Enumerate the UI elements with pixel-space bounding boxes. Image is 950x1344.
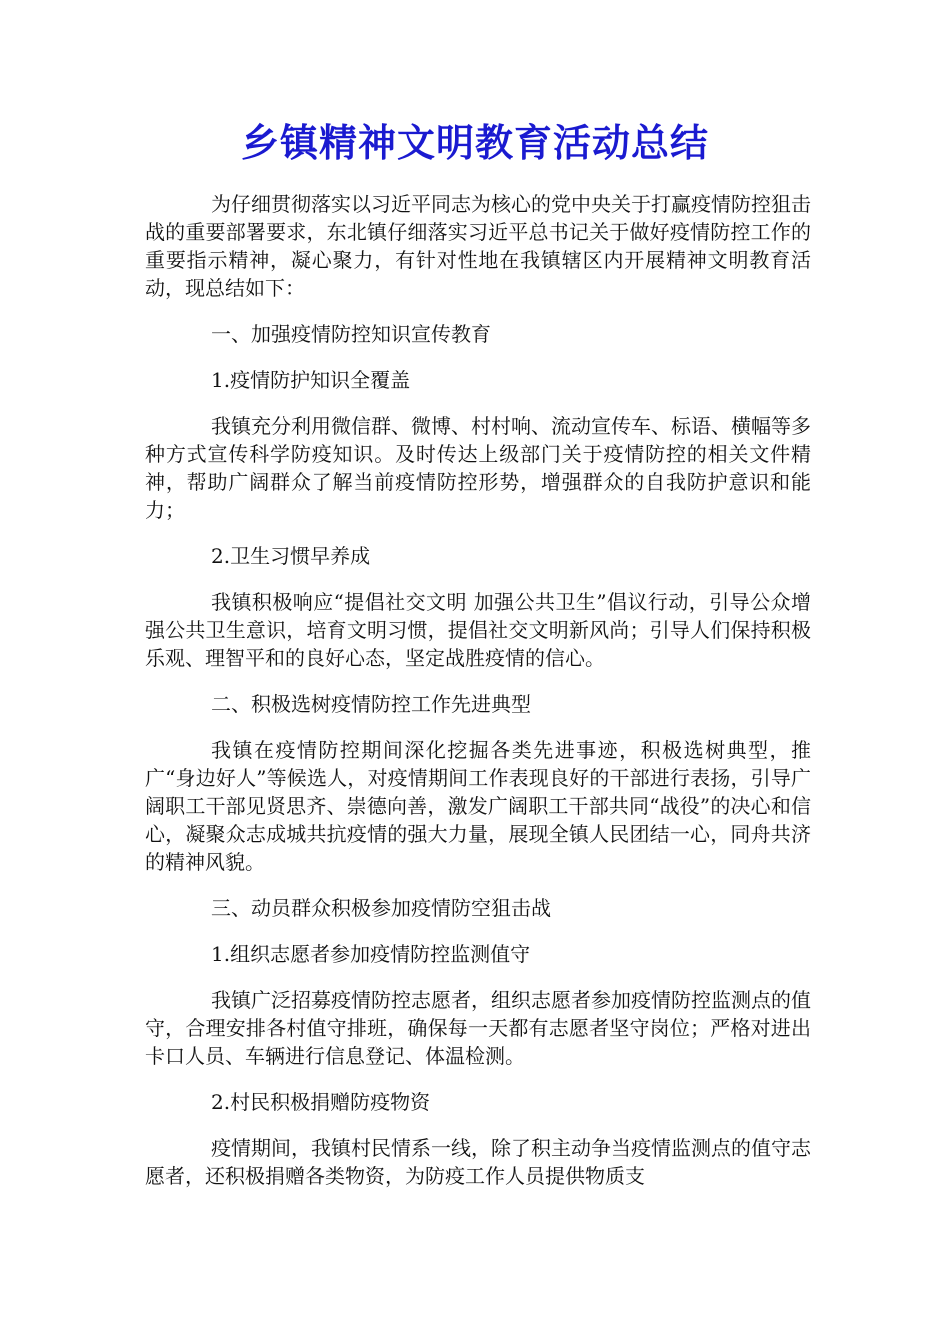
- subsection-heading-1-2: 2.卫生习惯早养成: [211, 544, 371, 568]
- paragraph-1-2: 我镇积极响应“提倡社交文明 加强公共卫生”倡议行动，引导公众增强公共卫生意识，培育文明习惯，提倡社交文明新风尚；引导人们保持积极乐观、理智平和的良好心态，坚定战胜疫情的信心。: [145, 590, 811, 670]
- section-heading-1: 一、加强疫情防控知识宣传教育: [211, 322, 491, 346]
- subsection-heading-3-1: 1.组织志愿者参加疫情防控监测值守: [211, 942, 531, 966]
- subsection-heading-3-2: 2.村民积极捐赠防疫物资: [211, 1090, 431, 1114]
- document-body: [145, 190, 811, 1208]
- subsection-heading-1-1: 1.疫情防护知识全覆盖: [211, 368, 411, 392]
- paragraph-1-1: 我镇充分利用微信群、微博、村村响、流动宣传车、标语、横幅等多种方式宣传科学防疫知识。及时传达上级部门关于疫情防控的相关文件精神，帮助广阔群众了解当前疫情防控形势，增强群众的自我防护意识和能力；: [145, 414, 811, 522]
- paragraph-2: 我镇在疫情防控期间深化挖掘各类先进事迹，积极选树典型，推广“身边好人”等候选人，对疫情期间工作表现良好的干部进行表扬，引导广阔职工干部见贤思齐、崇德向善，激发广阔职工干部共同“战役”的决心和信心，凝聚众志成城共抗疫情的强大力量，展现全镇人民团结一心，同舟共济的精神风貌。: [145, 738, 811, 874]
- paragraph-3-2: 疫情期间，我镇村民情系一线，除了积主动争当疫情监测点的值守志愿者，还积极捐赠各类物资，为防疫工作人员提供物质支: [145, 1136, 811, 1188]
- intro-paragraph: 为仔细贯彻落实以习近平同志为核心的党中央关于打赢疫情防控狙击战的重要部署要求，东北镇仔细落实习近平总书记关于做好疫情防控工作的重要指示精神，凝心聚力，有针对性地在我镇辖区内开展精神文明教育活动，现总结如下：: [145, 192, 811, 300]
- paragraph-3-1: 我镇广泛招募疫情防控志愿者，组织志愿者参加疫情防控监测点的值守，合理安排各村值守排班，确保每一天都有志愿者坚守岗位；严格对进出卡口人员、车辆进行信息登记、体温检测。: [145, 988, 811, 1068]
- document-title: 乡镇精神文明教育活动总结: [240, 120, 709, 165]
- section-heading-3: 三、动员群众积极参加疫情防空狙击战: [211, 896, 551, 920]
- section-heading-2: 二、积极选树疫情防控工作先进典型: [211, 692, 531, 716]
